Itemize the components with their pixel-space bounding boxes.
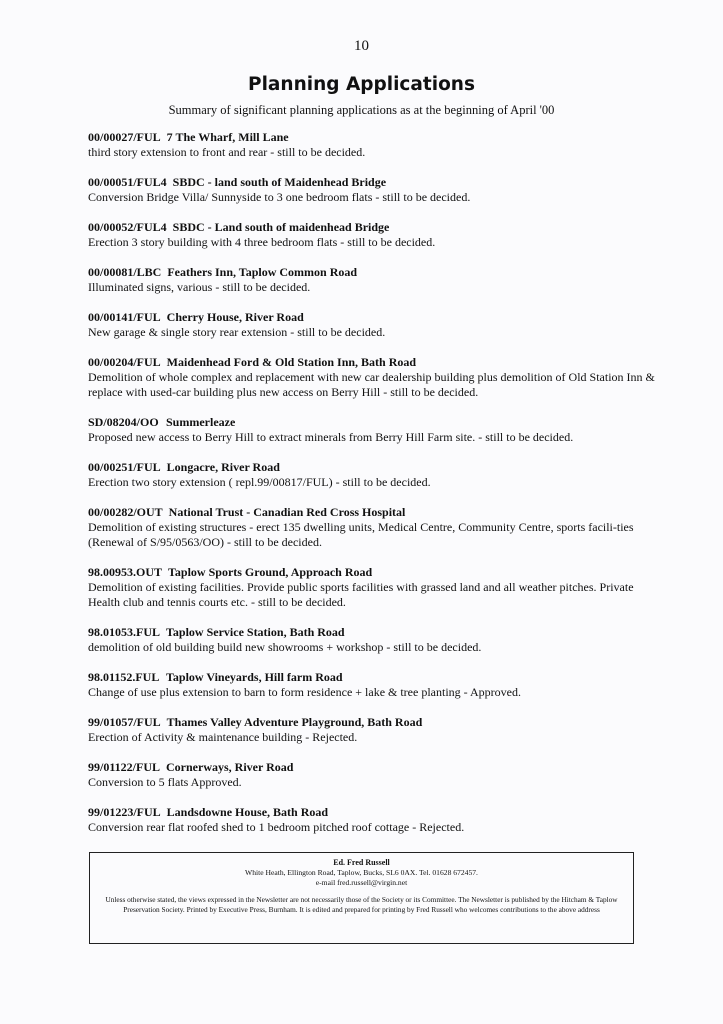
- application-location: Taplow Service Station, Bath Road: [166, 625, 345, 639]
- application-description: Erection two story extension ( repl.99/00817/FUL) - still to be decided.: [88, 475, 431, 489]
- application-location: National Trust - Canadian Red Cross Hospital: [168, 505, 406, 519]
- newsletter-footer-box: [89, 852, 634, 944]
- planning-application-entry: [88, 310, 658, 340]
- application-location: Longacre, River Road: [166, 460, 280, 474]
- application-reference: 00/00081/LBC: [88, 265, 162, 279]
- planning-application-entry: [88, 175, 658, 205]
- application-heading: [88, 505, 658, 520]
- application-reference: 98.01053.FUL: [88, 625, 160, 639]
- planning-application-entry: [88, 355, 658, 400]
- application-location: Cornerways, River Road: [166, 760, 294, 774]
- application-reference: 98.01152.FUL: [88, 670, 160, 684]
- planning-application-entry: [88, 130, 658, 160]
- application-reference: 00/00251/FUL: [88, 460, 161, 474]
- application-location: Taplow Vineyards, Hill farm Road: [166, 670, 343, 684]
- planning-application-entry: [88, 265, 658, 295]
- application-reference: 98.00953.OUT: [88, 565, 163, 579]
- application-description: Change of use plus extension to barn to form residence + lake & tree planting - Approved.: [88, 685, 521, 699]
- application-location: Maidenhead Ford & Old Station Inn, Bath Road: [166, 355, 417, 369]
- application-description: Demolition of whole complex and replacement with new car dealership building plus demolition of Old Station Inn & replace with used-car building plus new access on Berry Hill - still to be decided.: [88, 370, 655, 399]
- application-heading: [88, 715, 658, 730]
- planning-application-entry: [88, 670, 658, 700]
- application-reference: 00/00027/FUL: [88, 130, 161, 144]
- page-subtitle: Summary of significant planning applications as at the beginning of April '00: [168, 103, 555, 117]
- application-description: Proposed new access to Berry Hill to extract minerals from Berry Hill Farm site. - still to be decided.: [88, 430, 574, 444]
- planning-application-entry: [88, 625, 658, 655]
- application-heading: [88, 805, 658, 820]
- application-heading: [88, 130, 658, 145]
- application-description: New garage & single story rear extension - still to be decided.: [88, 325, 386, 339]
- planning-applications-list: [88, 130, 658, 850]
- footer-email: e-mail fred.russell@virgin.net: [315, 878, 408, 887]
- application-reference: 00/00204/FUL: [88, 355, 161, 369]
- application-reference: 99/01223/FUL: [88, 805, 161, 819]
- planning-application-entry: [88, 760, 658, 790]
- planning-application-entry: [88, 505, 658, 550]
- application-description: Erection of Activity & maintenance building - Rejected.: [88, 730, 358, 744]
- page-title: Planning Applications: [248, 74, 475, 95]
- application-reference: 00/00052/FUL4: [88, 220, 167, 234]
- application-description: Conversion to 5 flats Approved.: [88, 775, 242, 789]
- application-reference: 00/00141/FUL: [88, 310, 161, 324]
- planning-application-entry: [88, 565, 658, 610]
- application-location: Cherry House, River Road: [166, 310, 304, 324]
- planning-application-entry: [88, 715, 658, 745]
- application-description: demolition of old building build new showrooms + workshop - still to be decided.: [88, 640, 482, 654]
- application-heading: [88, 760, 658, 775]
- application-heading: [88, 220, 658, 235]
- application-heading: [88, 460, 658, 475]
- application-description: Illuminated signs, various - still to be decided.: [88, 280, 311, 294]
- application-description: Conversion Bridge Villa/ Sunnyside to 3 one bedroom flats - still to be decided.: [88, 190, 471, 204]
- planning-application-entry: [88, 220, 658, 250]
- application-heading: [88, 265, 658, 280]
- application-heading: [88, 670, 658, 685]
- footer-editor: Ed. Fred Russell: [333, 858, 390, 867]
- application-location: Taplow Sports Ground, Approach Road: [168, 565, 373, 579]
- application-heading: [88, 355, 658, 370]
- application-heading: [88, 565, 658, 580]
- application-location: Thames Valley Adventure Playground, Bath Road: [166, 715, 423, 729]
- application-heading: [88, 175, 658, 190]
- planning-application-entry: [88, 460, 658, 490]
- application-heading: [88, 625, 658, 640]
- planning-application-entry: [88, 805, 658, 835]
- application-location: 7 The Wharf, Mill Lane: [166, 130, 289, 144]
- application-description: third story extension to front and rear - still to be decided.: [88, 145, 366, 159]
- application-location: SBDC - land south of Maidenhead Bridge: [172, 175, 387, 189]
- application-description: Demolition of existing structures - erect 135 dwelling units, Medical Centre, Community Centre, sports facili-ties (Renewal of S/95/0563/OO) - still to be decided.: [88, 520, 634, 549]
- application-location: SBDC - Land south of maidenhead Bridge: [172, 220, 390, 234]
- application-heading: [88, 310, 658, 325]
- application-reference: 99/01122/FUL: [88, 760, 161, 774]
- planning-application-entry: [88, 415, 658, 445]
- application-location: Summerleaze: [166, 415, 236, 429]
- application-location: Landsdowne House, Bath Road: [166, 805, 329, 819]
- page-number: 10: [354, 38, 369, 54]
- application-description: Erection 3 story building with 4 three bedroom flats - still to be decided.: [88, 235, 436, 249]
- application-location: Feathers Inn, Taplow Common Road: [167, 265, 358, 279]
- application-reference: 99/01057/FUL: [88, 715, 161, 729]
- application-description: Demolition of existing facilities. Provide public sports facilities with grassed land and all weather pitches. Private Health club and tennis courts etc. - still to be decided.: [88, 580, 634, 609]
- application-reference: SD/08204/OO: [88, 415, 159, 429]
- footer-address: White Heath, Ellington Road, Taplow, Bucks, SL6 0AX. Tel. 01628 672457.: [245, 868, 478, 877]
- application-reference: 00/00051/FUL4: [88, 175, 167, 189]
- footer-disclaimer: Unless otherwise stated, the views expressed in the Newsletter are not necessarily those of the Society or its Committee. The Newsletter is published by the Hitcham & Taplow Preservation Society. Printed by Executive Press, Burnham. It is edited and prepared for printing by Fred Russell who welcomes contributions to the above address: [105, 895, 618, 914]
- application-description: Conversion rear flat roofed shed to 1 bedroom pitched roof cottage - Rejected.: [88, 820, 465, 834]
- application-reference: 00/00282/OUT: [88, 505, 163, 519]
- application-heading: [88, 415, 658, 430]
